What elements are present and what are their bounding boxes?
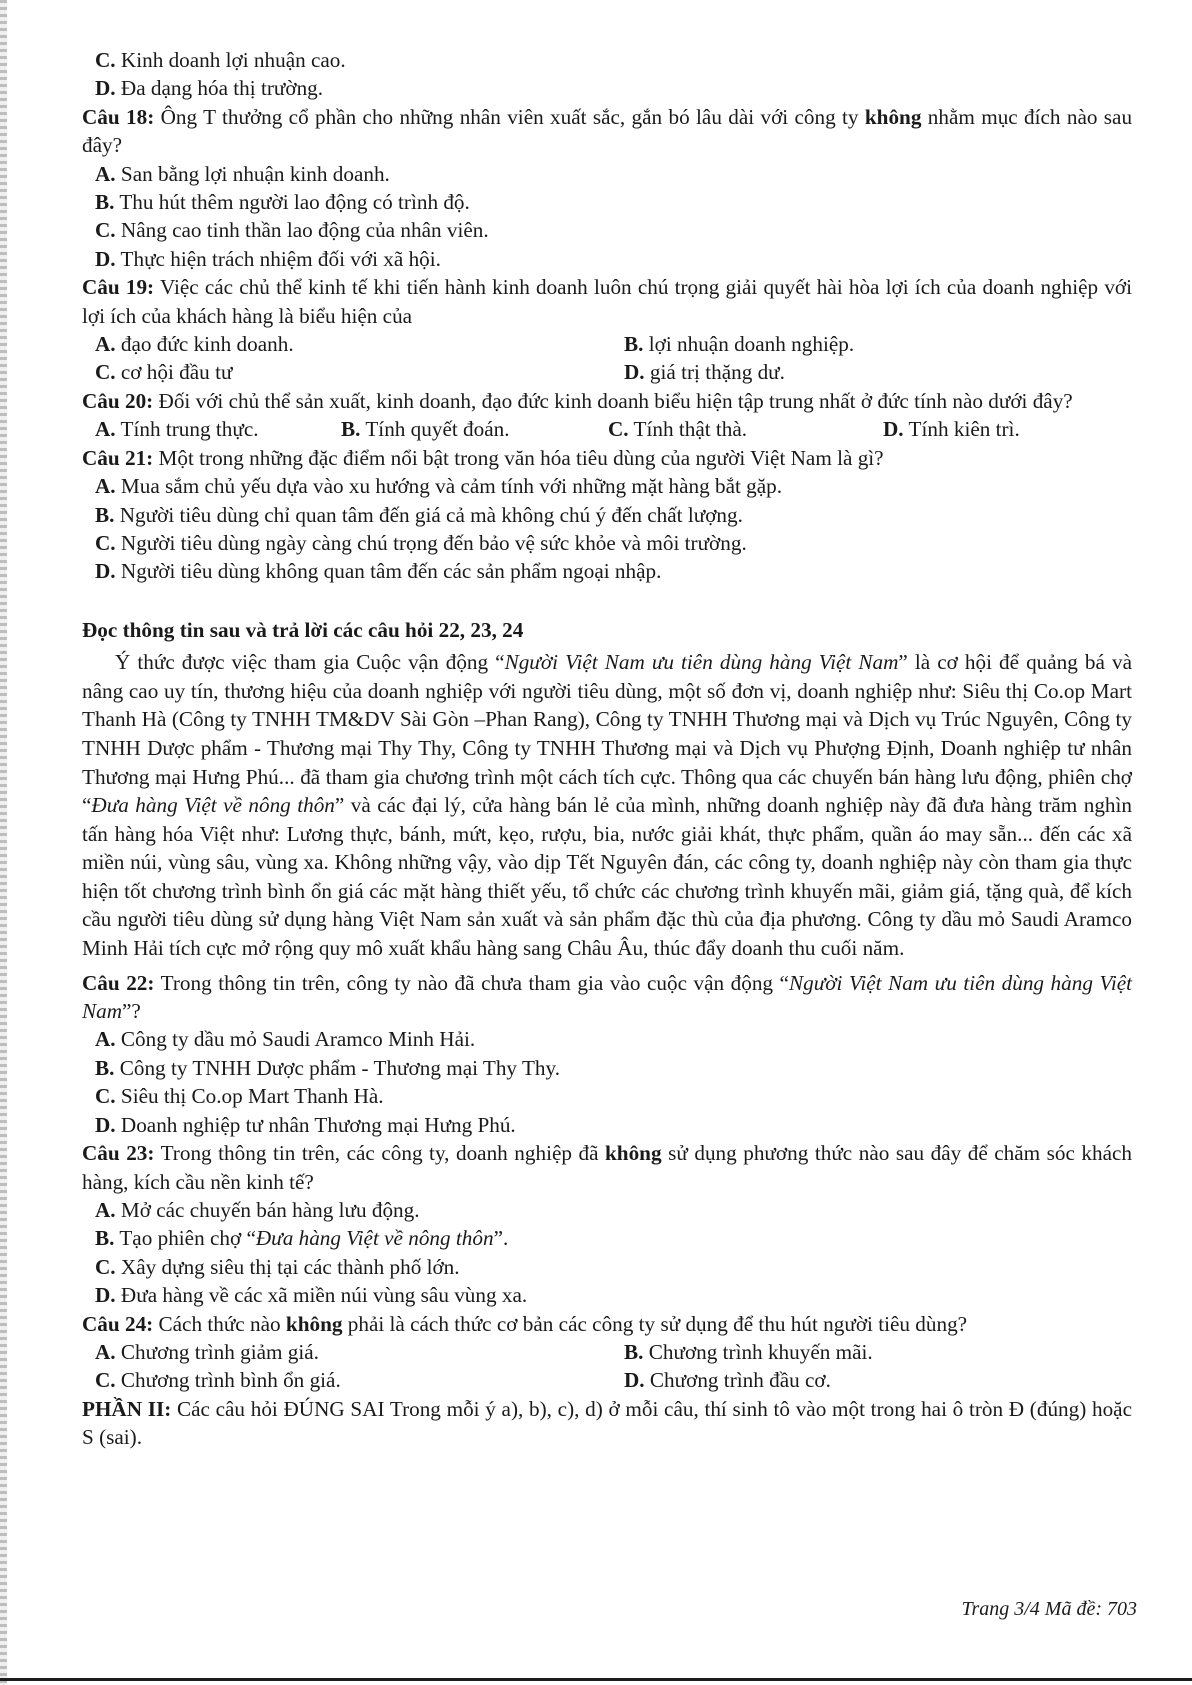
q18-option-c: C. Nâng cao tinh thần lao động của nhân viên. <box>95 218 489 243</box>
question-19: Câu 19: Việc các chủ thể kinh tế khi tiến hành kinh doanh luôn chú trọng giải quyết hài hòa lợi ích của doanh nghiệp với lợi ích của khách hàng là biểu hiện của <box>82 275 1133 328</box>
q22-option-d: D. Doanh nghiệp tư nhân Thương mại Hưng Phú. <box>95 1112 516 1137</box>
page-footer: Trang 3/4 Mã đề: 703 <box>961 1598 1137 1620</box>
q19-option-c: C. cơ hội đầu tư <box>95 360 233 385</box>
q20-option-a: A. Tính trung thực. <box>95 417 259 442</box>
q19-option-b: B. lợi nhuận doanh nghiệp. <box>624 332 855 357</box>
q18-option-a: A. San bằng lợi nhuận kinh doanh. <box>95 161 390 186</box>
q23-option-d: D. Đưa hàng về các xã miền núi vùng sâu vùng xa. <box>95 1283 528 1308</box>
q18-option-d: D. Thực hiện trách nhiệm đối với xã hội. <box>95 246 441 271</box>
q21-option-c: C. Người tiêu dùng ngày càng chú trọng đến bảo vệ sức khỏe và môi trường. <box>95 530 747 555</box>
q18-option-b: B. Thu hút thêm người lao động có trình độ. <box>95 190 470 215</box>
question-20: Câu 20: Đối với chủ thể sản xuất, kinh doanh, đạo đức kinh doanh biểu hiện tập trung nhất ở đức tính nào dưới đây? <box>82 388 1073 413</box>
q19-option-d: D. giá trị thặng dư. <box>624 360 785 385</box>
section-spacer <box>82 586 1132 616</box>
q22-option-b: B. Công ty TNHH Dược phẩm - Thương mại Thy Thy. <box>95 1055 560 1080</box>
q21-option-a: A. Mua sắm chủ yếu dựa vào xu hướng và cảm tính với những mặt hàng bắt gặp. <box>95 474 783 499</box>
q19-options-row-1 <box>82 330 1132 358</box>
part-2-instructions: PHẦN II: Các câu hỏi ĐÚNG SAI Trong mỗi ý a), b), c), d) ở mỗi câu, thí sinh tô vào một trong hai ô tròn Đ (đúng) hoặc S (sai). <box>82 1396 1132 1450</box>
reading-passage: Ý thức được việc tham gia Cuộc vận động “Người Việt Nam ưu tiên dùng hàng Việt Nam” là cơ hội để quảng bá và nâng cao uy tín, thương hiệu của doanh nghiệp với người tiêu dùng, một số đơn vị, doanh nghiệp như: Siêu thị Co.op Mart Thanh Hà (Công ty TNHH TM&DV Sài Gòn –Phan Rang), Công ty TNHH Thương mại và Dịch vụ Trúc Nguyên, Công ty TNHH Dược phẩm - Thương mại Thy Thy, Công ty TNHH Thương mại và Dịch vụ Phượng Định, Doanh nghiệp tư nhân Thương mại Hưng Phú... đã tham gia chương trình một cách tích cực. Thông qua các chuyến bán hàng lưu động, phiên chợ “Đưa hàng Việt về nông thôn” và các đại lý, cửa hàng bán lẻ của mình, những doanh nghiệp này đã đưa hàng trăm nghìn tấn hàng hóa Việt như: Lương thực, bánh, mứt, kẹo, rượu, bia, nước giải khát, thực phẩm, quần áo may sẵn... đến các xã miền núi, vùng sâu, vùng xa. Không những vậy, vào dịp Tết Nguyên đán, các công ty, doanh nghiệp này còn tham gia thực hiện tốt chương trình bình ổn giá các mặt hàng thiết yếu, tổ chức các chương trình khuyến mãi, giảm giá, tặng quà, để kích cầu người tiêu dùng sử dụng hàng Việt Nam sản xuất và sản phẩm đặc thù của địa phương. Công ty dầu mỏ Saudi Aramco Minh Hải tích cực mở rộng quy mô xuất khẩu hàng sang Châu Âu, thúc đẩy doanh thu cuối năm. <box>82 650 1132 961</box>
question-24: Câu 24: Cách thức nào không phải là cách thức cơ bản các công ty sử dụng để thu hút người tiêu dùng? <box>82 1311 968 1336</box>
q20-options-row <box>82 415 1132 443</box>
q24-option-d: D. Chương trình đầu cơ. <box>624 1368 831 1393</box>
q23-option-c: C. Xây dựng siêu thị tại các thành phố lớn. <box>95 1254 460 1279</box>
q24-option-c: C. Chương trình bình ổn giá. <box>95 1368 341 1393</box>
question-21: Câu 21: Một trong những đặc điểm nổi bật trong văn hóa tiêu dùng của người Việt Nam là gì? <box>82 445 884 470</box>
q20-option-b: B. Tính quyết đoán. <box>341 417 510 442</box>
q24-options-row-2 <box>82 1366 1132 1394</box>
q17-option-d: D. Đa dạng hóa thị trường. <box>95 76 324 101</box>
q20-option-d: D. Tính kiên trì. <box>883 417 1020 442</box>
q17-option-c: C. Kinh doanh lợi nhuận cao. <box>95 48 346 72</box>
question-18: Câu 18: Ông T thưởng cổ phần cho những nhân viên xuất sắc, gắn bó lâu dài với công ty không nhằm mục đích nào sau đây? <box>82 104 1133 158</box>
exam-page <box>82 46 1132 1452</box>
q21-option-d: D. Người tiêu dùng không quan tâm đến các sản phẩm ngoại nhập. <box>95 559 662 584</box>
q22-option-c: C. Siêu thị Co.op Mart Thanh Hà. <box>95 1084 384 1109</box>
q19-option-a: A. đạo đức kinh doanh. <box>95 332 294 357</box>
bottom-rule <box>0 1678 1192 1681</box>
q19-options-row-2 <box>82 358 1132 386</box>
q21-option-b: B. Người tiêu dùng chỉ quan tâm đến giá cả mà không chú ý đến chất lượng. <box>95 502 743 527</box>
q23-option-b: B. Tạo phiên chợ “Đưa hàng Việt về nông thôn”. <box>95 1226 509 1251</box>
q20-option-c: C. Tính thật thà. <box>608 417 748 442</box>
reading-title: Đọc thông tin sau và trả lời các câu hỏi 22, 23, 24 <box>82 617 524 642</box>
question-22: Câu 22: Trong thông tin trên, công ty nào đã chưa tham gia vào cuộc vận động “Người Việt Nam ưu tiên dùng hàng Việt Nam”? <box>82 970 1133 1024</box>
q23-option-a: A. Mở các chuyến bán hàng lưu động. <box>95 1197 420 1222</box>
q24-options-row-1 <box>82 1338 1132 1366</box>
q24-option-a: A. Chương trình giảm giá. <box>95 1339 319 1364</box>
q22-option-a: A. Công ty dầu mỏ Saudi Aramco Minh Hải. <box>95 1027 476 1052</box>
question-23: Câu 23: Trong thông tin trên, các công ty, doanh nghiệp đã không sử dụng phương thức nào sau đây để chăm sóc khách hàng, kích cầu nền kinh tế? <box>82 1141 1133 1194</box>
q24-option-b: B. Chương trình khuyến mãi. <box>624 1339 873 1364</box>
scan-edge <box>0 0 7 1685</box>
